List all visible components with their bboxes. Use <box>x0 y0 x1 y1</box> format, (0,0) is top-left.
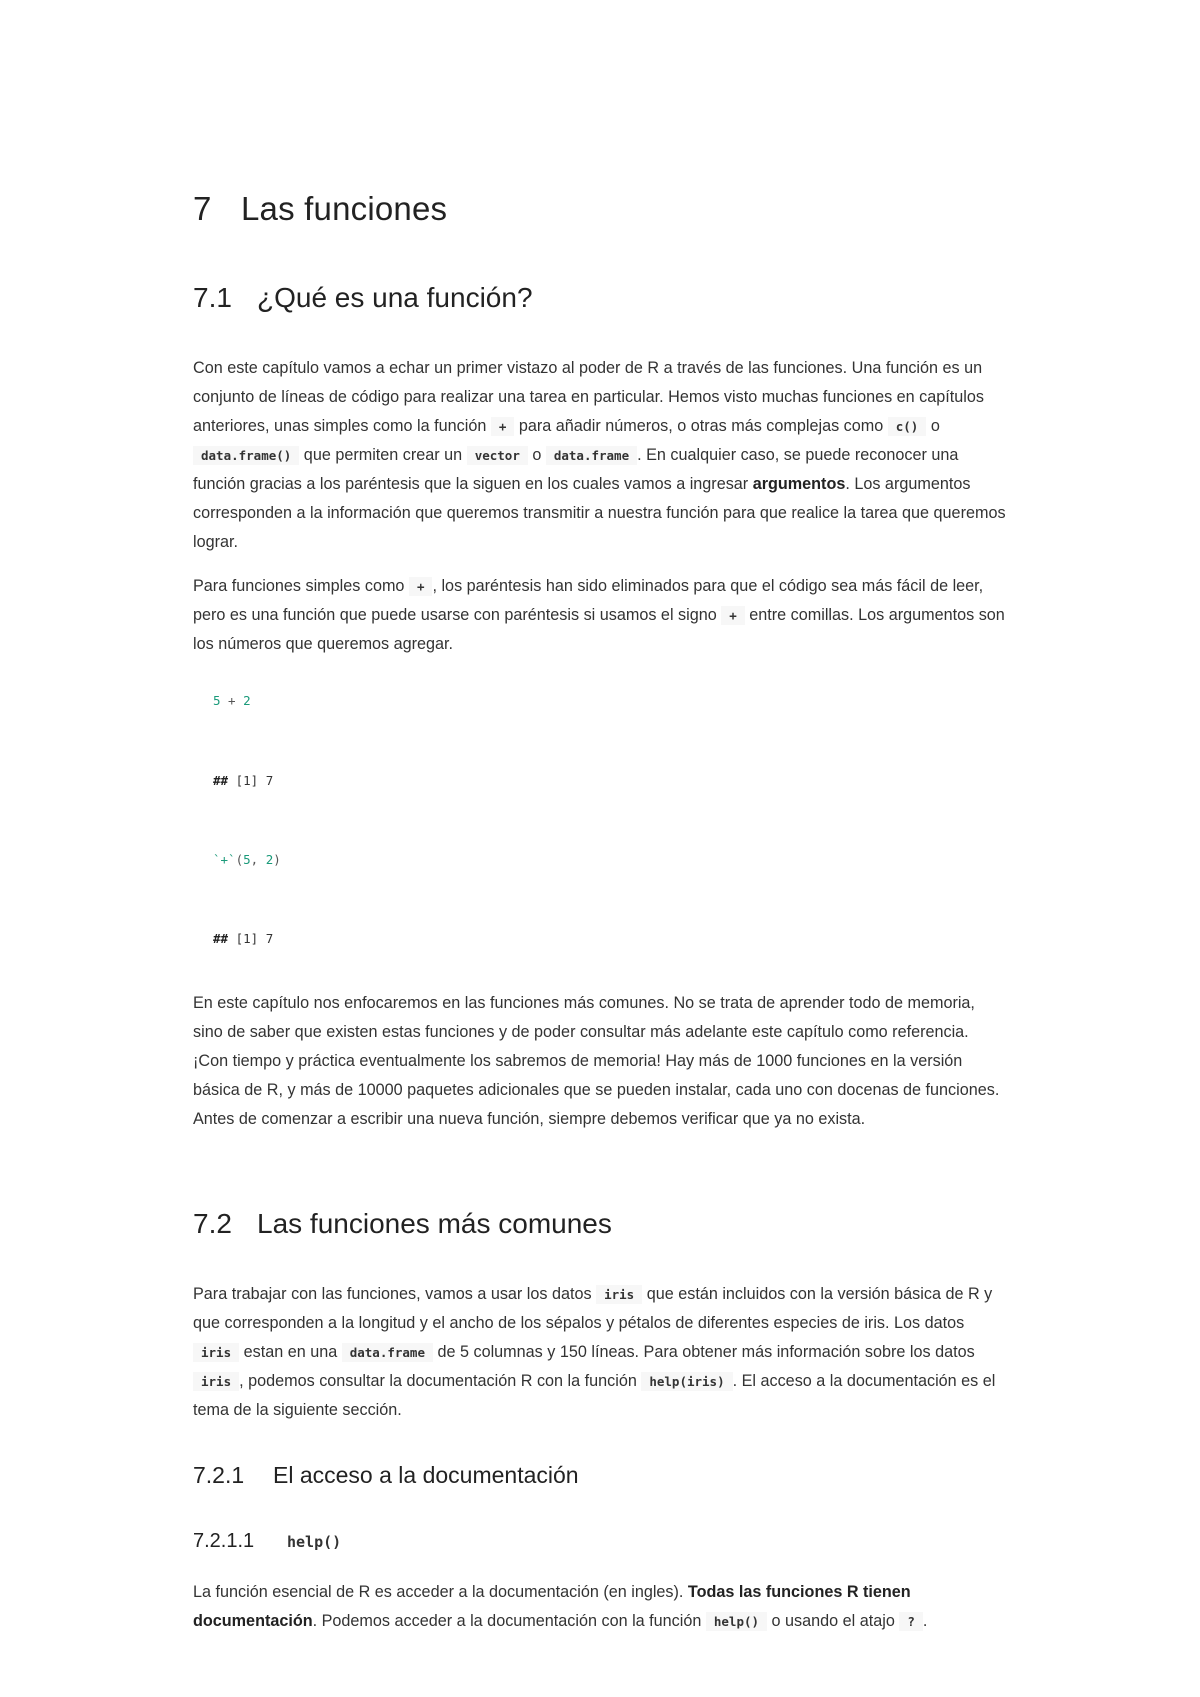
text: . <box>922 1612 928 1630</box>
code-function: `+` <box>213 852 236 867</box>
section-title-code: help() <box>287 1533 342 1551</box>
output-value: 7 <box>265 773 274 788</box>
text: estan en una <box>239 1343 342 1361</box>
text: . Podemos acceder a la documentación con la función <box>312 1612 706 1630</box>
inline-code: iris <box>193 1372 239 1391</box>
paragraph-common-functions: En este capítulo nos enfocaremos en las funciones más comunes. No se trata de aprender todo de memoria, sino de saber que existen estas funciones y de poder consultar más adelante este capítulo como referencia. ¡Con tiempo y práctica eventualmente los sabremos de memoria! Hay más de 1000 funciones en la versión básica de R, y más de 10000 paquetes adicionales que se pueden instalar, cada uno con docenas de funciones. Antes de comenzar a escribir una nueva función, siempre debemos verificar que ya no exista. <box>193 994 1000 1128</box>
text: o <box>527 446 546 464</box>
inline-code: iris <box>596 1285 642 1304</box>
output-value: 7 <box>265 931 274 946</box>
code-number: 5 <box>243 852 251 867</box>
chapter-title-text: Las funciones <box>241 190 448 227</box>
output-index: [1] <box>228 773 266 788</box>
text: que permiten crear un <box>299 446 467 464</box>
text: Para funciones simples como <box>193 577 409 595</box>
code-separator: , <box>250 852 266 867</box>
text: que están incluidos con la versión básica de R y que corresponden a la longitud y el ancho de los sépalos y pétalos de diferentes especies de iris. Los datos <box>193 1285 993 1332</box>
section-7-2-1-1-heading <box>193 1530 341 1553</box>
text: La función esencial de R es acceder a la documentación (en ingles). <box>193 1583 688 1601</box>
section-7-2-1-heading <box>193 1462 579 1489</box>
inline-code: data.frame <box>546 446 637 465</box>
inline-code: data.frame() <box>193 446 299 465</box>
inline-code: ? <box>899 1612 923 1631</box>
text: . En cualquier caso, se puede reconocer una función gracias a los paréntesis que la siguen en los cuales vamos a ingresar <box>193 446 959 493</box>
text: o usando el atajo <box>767 1612 900 1630</box>
code-number: 5 <box>213 693 221 708</box>
section-title: ¿Qué es una función? <box>257 282 533 313</box>
paragraph-iris <box>193 1280 1008 1425</box>
section-number: 7.2.1 <box>193 1462 245 1488</box>
text: Para trabajar con las funciones, vamos a usar los datos <box>193 1285 597 1303</box>
bold-statement: Todas las funciones R tienen documentación <box>193 1583 911 1630</box>
inline-code: + <box>409 577 433 596</box>
text: de 5 columnas y 150 líneas. Para obtener más información sobre los datos <box>432 1343 975 1361</box>
chapter-number: 7 <box>193 190 212 227</box>
chapter-title <box>193 190 447 228</box>
text: o <box>926 417 940 435</box>
section-number: 7.2.1.1 <box>193 1530 255 1552</box>
inline-code: vector <box>467 446 528 465</box>
inline-code: + <box>491 417 515 436</box>
text: , los paréntesis han sido eliminados para que el código sea más fácil de leer, pero es una función que puede usarse con paréntesis si usamos el signo <box>193 577 984 624</box>
paragraph-help <box>193 1578 1008 1636</box>
code-block <box>213 693 251 708</box>
text: . Los argumentos corresponden a la información que queremos transmitir a nuestra función para que realice la tarea que queremos lograr. <box>193 475 1006 551</box>
section-title: El acceso a la documentación <box>273 1462 579 1488</box>
text: . El acceso a la documentación es el tema de la siguiente sección. <box>193 1372 996 1419</box>
inline-code: data.frame <box>342 1343 433 1362</box>
section-title: Las funciones más comunes <box>257 1208 612 1239</box>
code-number: 2 <box>265 852 274 867</box>
code-block <box>213 852 281 867</box>
code-number: 2 <box>243 693 251 708</box>
section-7-2-heading <box>193 1208 612 1240</box>
paragraph-intro <box>193 354 1008 557</box>
inline-code: c() <box>888 417 927 436</box>
inline-code: iris <box>193 1343 239 1362</box>
output-prefix: ## <box>213 773 229 788</box>
inline-code: help() <box>706 1612 767 1631</box>
section-number: 7.2 <box>193 1208 232 1239</box>
code-paren: ) <box>273 852 281 867</box>
output-prefix: ## <box>213 931 229 946</box>
text: , podemos consultar la documentación R con la función <box>239 1372 642 1390</box>
code-operator: + <box>220 693 244 708</box>
code-output <box>213 773 273 788</box>
inline-code: + <box>721 606 745 625</box>
text: para añadir números, o otras más complejas como <box>514 417 888 435</box>
text: entre comillas. Los argumentos son los números que queremos agregar. <box>193 606 1005 653</box>
code-output <box>213 931 273 946</box>
output-index: [1] <box>228 931 266 946</box>
code-paren: ( <box>235 852 244 867</box>
text: Con este capítulo vamos a echar un primer vistazo al poder de R a través de las funciones. Una función es un conjunto de líneas de código para realizar una tarea en particular. Hemos visto muchas funciones en capítulos anteriores, unas simples como la función <box>193 359 984 435</box>
section-7-1-heading <box>193 282 533 314</box>
inline-code: help(iris) <box>641 1372 732 1391</box>
bold-term: argumentos <box>752 475 846 493</box>
paragraph-simple-functions <box>193 572 1008 659</box>
section-number: 7.1 <box>193 282 232 313</box>
